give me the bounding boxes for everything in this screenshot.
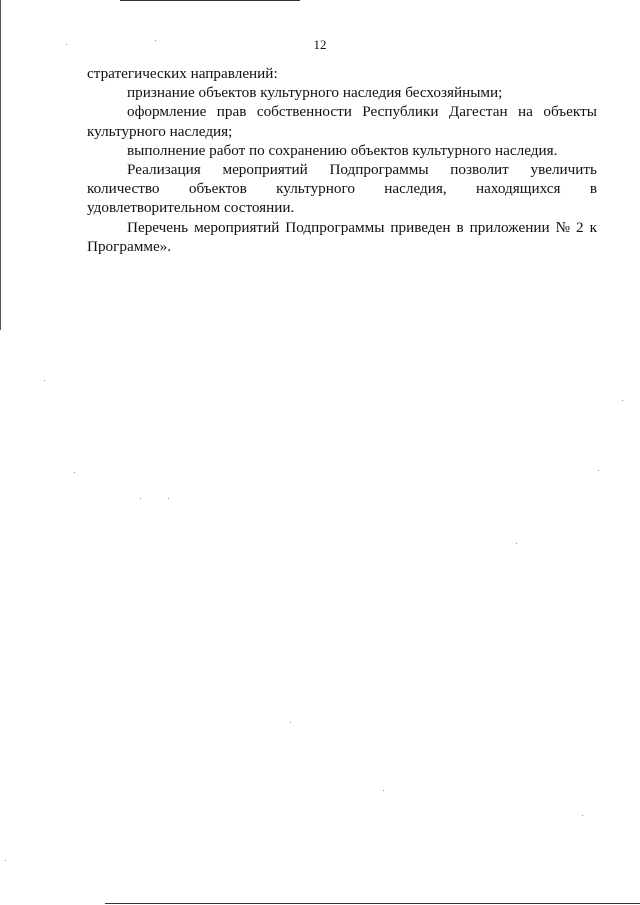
scan-speck [74, 472, 75, 473]
word: увеличить [530, 161, 597, 179]
word: прав [216, 103, 247, 121]
word: собственности [256, 103, 352, 121]
text-line-7 [87, 179, 597, 198]
scan-speck [290, 722, 291, 723]
word: находящихся [476, 180, 561, 198]
scan-speck [155, 40, 156, 41]
scan-speck [582, 815, 583, 816]
scan-speck [622, 400, 623, 401]
word: к [589, 218, 597, 236]
word: Подпрограммы [329, 161, 429, 179]
scan-speck [383, 790, 384, 791]
scan-speck [598, 470, 599, 471]
word: приложении [469, 218, 550, 236]
scan-speck [168, 498, 169, 499]
word: Реализация [127, 161, 201, 179]
scan-speck [5, 860, 6, 861]
text-line-9 [87, 218, 597, 237]
scan-top-rule [120, 0, 300, 1]
text-line-3 [87, 102, 597, 121]
word: Перечень [127, 218, 189, 236]
text-line-10: Программе». [87, 237, 172, 255]
word: на [518, 103, 533, 121]
word: количество [87, 180, 160, 198]
scan-bottom-rule [105, 903, 640, 904]
page-number: 12 [313, 37, 327, 52]
word: оформление [127, 103, 207, 121]
word: объекты [543, 103, 597, 121]
text-line-8: удовлетворительном состоянии. [87, 199, 295, 217]
word: мероприятий [222, 161, 308, 179]
text-line-5: выполнение работ по сохранению объектов культурного наследия. [127, 141, 558, 159]
document-body [87, 64, 597, 256]
text-line-2: признание объектов культурного наследия бесхозяйными; [127, 84, 503, 102]
word: приведен [390, 218, 451, 236]
word: Дагестан [448, 103, 508, 121]
word: культурного [276, 180, 355, 198]
word: Подпрограммы [285, 218, 385, 236]
scan-speck [516, 543, 517, 544]
word: Республики [362, 103, 439, 121]
text-line-4: культурного наследия; [87, 122, 233, 140]
word: позволит [450, 161, 509, 179]
scan-speck [44, 380, 45, 381]
word: в [589, 180, 597, 198]
word: в [456, 218, 464, 236]
scan-speck [66, 44, 67, 45]
text-line-1: стратегических направлений: [87, 65, 278, 82]
text-line-6 [87, 160, 597, 179]
word: № [555, 218, 571, 236]
word: наследия, [384, 180, 447, 198]
word: мероприятий [194, 218, 280, 236]
word: объектов [188, 180, 247, 198]
scan-speck [140, 498, 141, 499]
word: 2 [576, 218, 584, 236]
